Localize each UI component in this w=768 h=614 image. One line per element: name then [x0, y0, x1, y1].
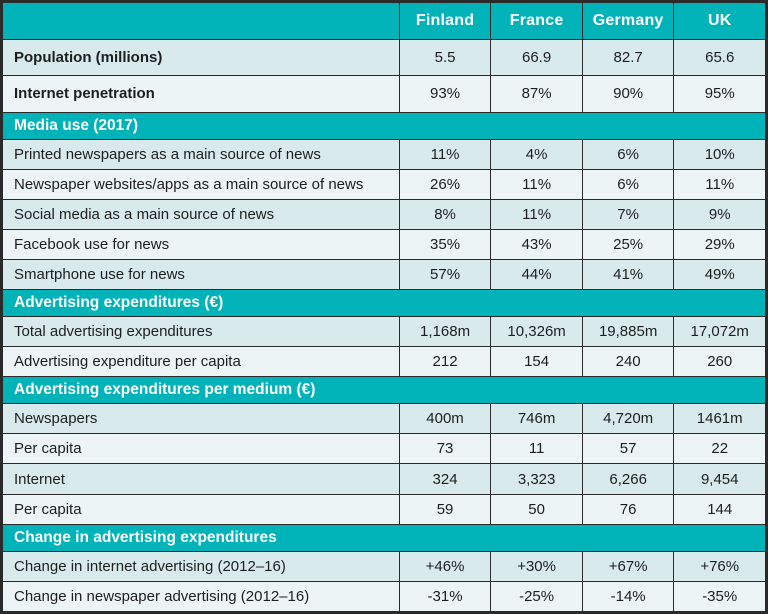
section-header-label: Advertising expenditures per medium (€) [3, 377, 766, 404]
value-cell-uk: 144 [674, 494, 766, 524]
value-cell-finland: 5.5 [399, 40, 491, 76]
value-cell-finland: 26% [399, 169, 491, 199]
table-row [3, 76, 766, 112]
value-cell-uk: 65.6 [674, 40, 766, 76]
value-cell-france: 11% [491, 199, 583, 229]
value-cell-france: 43% [491, 229, 583, 259]
row-label: Facebook use for news [3, 229, 400, 259]
value-cell-uk: 95% [674, 76, 766, 112]
value-cell-germany: 90% [582, 76, 674, 112]
value-cell-germany: 7% [582, 199, 674, 229]
row-label: Internet [3, 464, 400, 494]
column-header-france: France [491, 3, 583, 40]
value-cell-finland: 324 [399, 464, 491, 494]
value-cell-france: +30% [491, 551, 583, 581]
value-cell-germany: 76 [582, 494, 674, 524]
value-cell-uk: 9% [674, 199, 766, 229]
table-row [3, 139, 766, 169]
value-cell-germany: 57 [582, 434, 674, 464]
value-cell-france: 746m [491, 404, 583, 434]
table-row [3, 199, 766, 229]
table-row [3, 434, 766, 464]
value-cell-uk: 9,454 [674, 464, 766, 494]
value-cell-finland: 59 [399, 494, 491, 524]
row-label: Social media as a main source of news [3, 199, 400, 229]
value-cell-france: 87% [491, 76, 583, 112]
value-cell-finland: 400m [399, 404, 491, 434]
column-header-finland: Finland [399, 3, 491, 40]
comparison-table [2, 2, 766, 612]
value-cell-finland: 73 [399, 434, 491, 464]
value-cell-uk: 260 [674, 347, 766, 377]
value-cell-france: 4% [491, 139, 583, 169]
table-row [3, 494, 766, 524]
value-cell-finland: 1,168m [399, 317, 491, 347]
row-label: Newspaper websites/apps as a main source of news [3, 169, 400, 199]
value-cell-finland: 212 [399, 347, 491, 377]
row-label: Total advertising expenditures [3, 317, 400, 347]
value-cell-germany: 6,266 [582, 464, 674, 494]
table-row [3, 317, 766, 347]
value-cell-germany: 4,720m [582, 404, 674, 434]
value-cell-finland: -31% [399, 581, 491, 611]
value-cell-france: 10,326m [491, 317, 583, 347]
table-row [3, 40, 766, 76]
table-row [3, 464, 766, 494]
row-label: Change in internet advertising (2012–16) [3, 551, 400, 581]
value-cell-germany: 6% [582, 169, 674, 199]
value-cell-france: 50 [491, 494, 583, 524]
value-cell-uk: 22 [674, 434, 766, 464]
value-cell-france: 11 [491, 434, 583, 464]
value-cell-uk: -35% [674, 581, 766, 611]
section-header-label: Advertising expenditures (€) [3, 290, 766, 317]
value-cell-uk: 29% [674, 229, 766, 259]
value-cell-finland: 35% [399, 229, 491, 259]
value-cell-germany: 82.7 [582, 40, 674, 76]
value-cell-finland: 8% [399, 199, 491, 229]
value-cell-germany: 19,885m [582, 317, 674, 347]
row-label: Change in newspaper advertising (2012–16) [3, 581, 400, 611]
table-row [3, 404, 766, 434]
row-label: Per capita [3, 494, 400, 524]
section-header-row [3, 112, 766, 139]
value-cell-uk: 10% [674, 139, 766, 169]
value-cell-germany: 25% [582, 229, 674, 259]
row-label: Per capita [3, 434, 400, 464]
value-cell-finland: 93% [399, 76, 491, 112]
table-head [3, 3, 766, 40]
value-cell-uk: 1461m [674, 404, 766, 434]
table-row [3, 229, 766, 259]
column-header-germany: Germany [582, 3, 674, 40]
value-cell-france: 11% [491, 169, 583, 199]
value-cell-germany: 240 [582, 347, 674, 377]
table-row [3, 169, 766, 199]
table-row [3, 581, 766, 611]
row-label: Printed newspapers as a main source of news [3, 139, 400, 169]
value-cell-france: -25% [491, 581, 583, 611]
value-cell-germany: -14% [582, 581, 674, 611]
row-label: Newspapers [3, 404, 400, 434]
value-cell-uk: +76% [674, 551, 766, 581]
section-header-row [3, 377, 766, 404]
row-label: Smartphone use for news [3, 260, 400, 290]
table-row [3, 551, 766, 581]
table-row [3, 347, 766, 377]
value-cell-france: 154 [491, 347, 583, 377]
value-cell-finland: 57% [399, 260, 491, 290]
value-cell-finland: 11% [399, 139, 491, 169]
value-cell-france: 3,323 [491, 464, 583, 494]
value-cell-uk: 17,072m [674, 317, 766, 347]
value-cell-uk: 49% [674, 260, 766, 290]
value-cell-france: 44% [491, 260, 583, 290]
section-header-label: Change in advertising expenditures [3, 524, 766, 551]
section-header-row [3, 524, 766, 551]
value-cell-germany: 6% [582, 139, 674, 169]
value-cell-germany: 41% [582, 260, 674, 290]
corner-cell [3, 3, 400, 40]
column-header-uk: UK [674, 3, 766, 40]
section-header-label: Media use (2017) [3, 112, 766, 139]
table-body [3, 40, 766, 612]
table-row [3, 260, 766, 290]
column-header-row [3, 3, 766, 40]
value-cell-uk: 11% [674, 169, 766, 199]
section-header-row [3, 290, 766, 317]
value-cell-finland: +46% [399, 551, 491, 581]
value-cell-germany: +67% [582, 551, 674, 581]
row-label: Internet penetration [3, 76, 400, 112]
value-cell-france: 66.9 [491, 40, 583, 76]
row-label: Advertising expenditure per capita [3, 347, 400, 377]
row-label: Population (millions) [3, 40, 400, 76]
